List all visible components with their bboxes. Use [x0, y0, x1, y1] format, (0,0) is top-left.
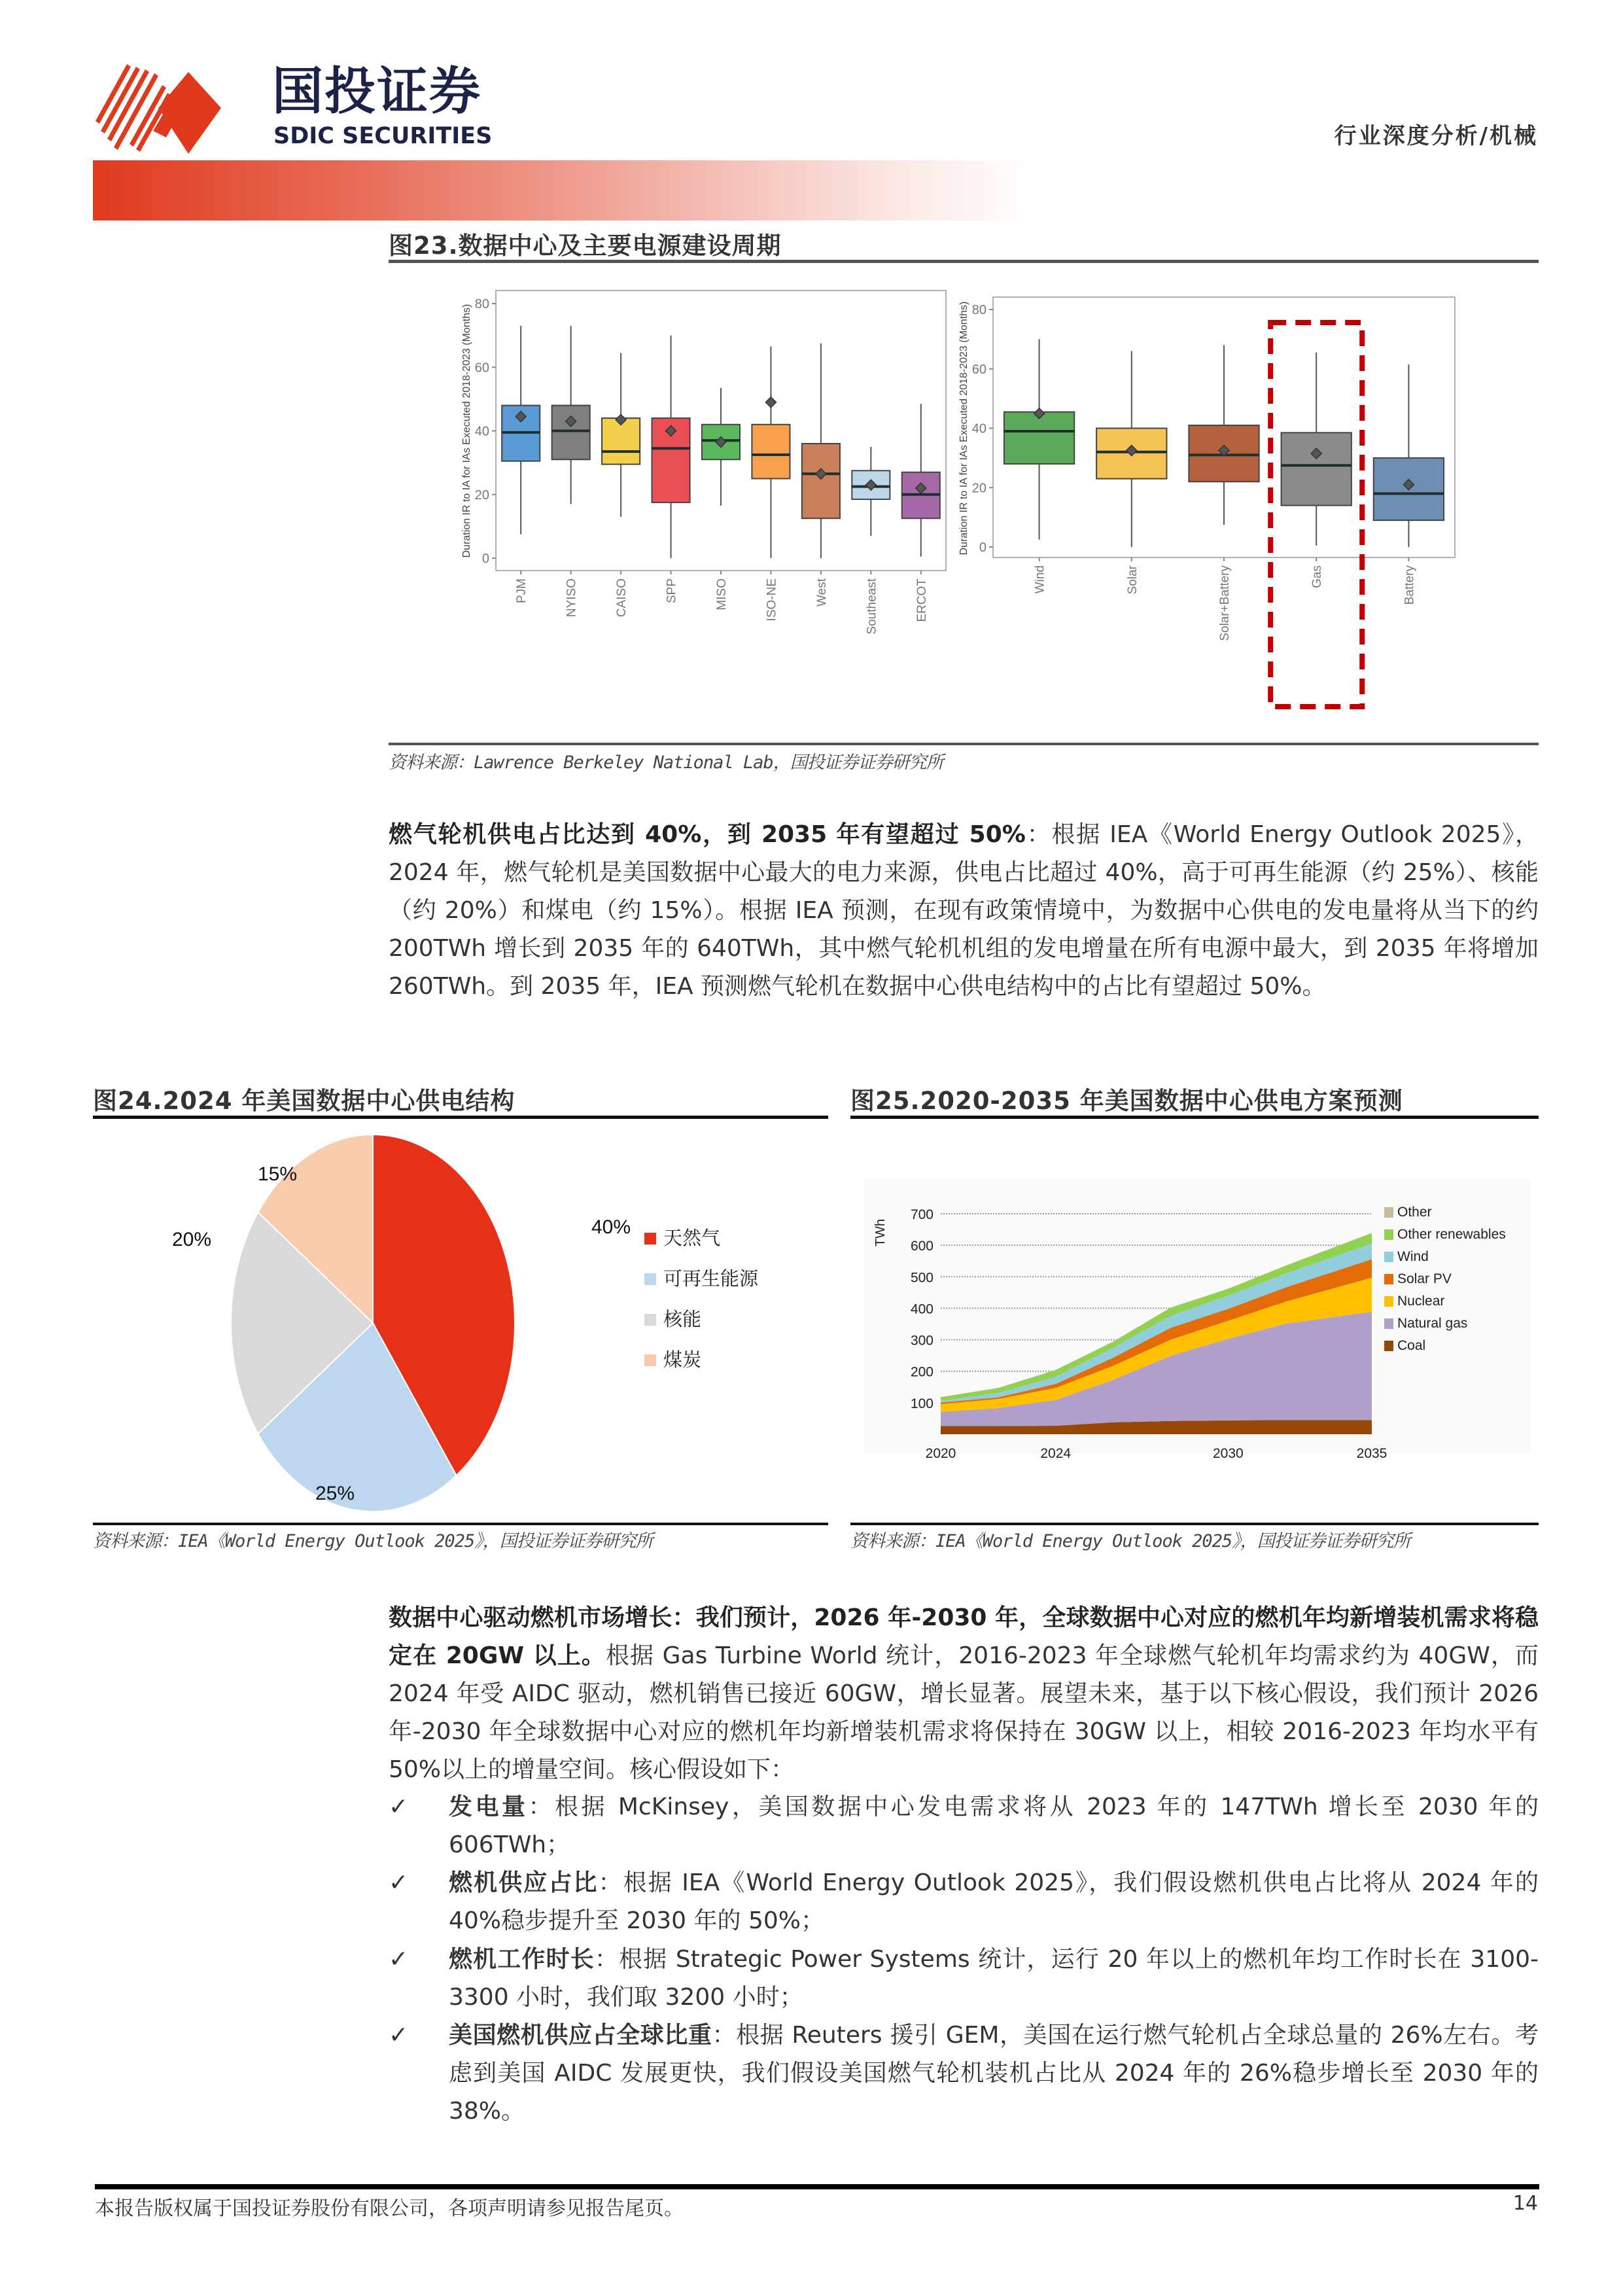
x-tick-label: CAISO	[615, 578, 629, 618]
figure25-bottom-rule	[850, 1523, 1539, 1525]
legend-label: 可再生能源	[663, 1269, 759, 1290]
paragraph-datacenter-turbine-demand	[389, 1599, 1539, 1789]
x-tick-label: Solar	[1125, 565, 1140, 595]
checkmark-icon: ✓	[389, 1793, 409, 1820]
bullet-body: ：根据 Strategic Power Systems 统计，运行 20 年以上的燃机年均工作时长在 3100-3300 小时，我们取 3200 小时；	[449, 1946, 1539, 2011]
y-tick-label: 200	[910, 1364, 934, 1380]
assumption-bullet	[389, 1864, 1539, 1940]
y-axis-label: Duration IR to IA for IAs Executed 2018-2023 (Months)	[461, 304, 472, 558]
legend-swatch	[1384, 1207, 1393, 1218]
pie-data-label: 15%	[257, 1163, 298, 1185]
x-tick-label: 2020	[925, 1446, 956, 1461]
pie-data-label: 25%	[315, 1483, 355, 1504]
y-tick-label: 20	[971, 481, 986, 496]
assumption-bullet	[389, 2017, 1539, 2130]
checkmark-icon: ✓	[389, 1869, 409, 1896]
box	[1282, 433, 1352, 505]
paragraph1-heading: 燃气轮机供电占比达到 40%，到 2035 年有望超过 50%	[389, 821, 1026, 848]
checkmark-icon: ✓	[389, 2022, 409, 2049]
bullet-body: ：根据 Reuters 援引 GEM，美国在运行燃气轮机占全球总量的 26%左右。考虑到美国 AIDC 发展更快，我们假设美国燃气轮机装机占比从 2024 年的 26%稳步增长至 2030 年的 38%。	[449, 2022, 1539, 2125]
legend-label: 核能	[663, 1309, 702, 1330]
paragraph2-body: 根据 Gas Turbine World 统计，2016-2023 年全球燃气轮机年均需求约为 40GW，而 2024 年受 AIDC 驱动，燃机销售已接近 60GW，增长显著。展望未来，基于以下核心假设，我们预计 2026 年-2030 年全球数据中心对应的燃机年均新增装机需求将保持在 30GW 以上，相较 2016-2023 年均水平有 50%以上的增量空间。核心假设如下：	[389, 1642, 1539, 1783]
legend-label: Coal	[1397, 1338, 1426, 1353]
figure23-source: 资料来源：Lawrence Berkeley National Lab，国投证券证券研究所	[389, 752, 943, 773]
legend-swatch	[644, 1273, 656, 1285]
bullet-heading: 燃机供应占比	[449, 1869, 599, 1896]
y-tick-label: 40	[474, 424, 489, 439]
assumption-bullet	[389, 1941, 1539, 2017]
y-tick-label: 500	[910, 1270, 934, 1286]
figure24-source: 资料来源：IEA《World Energy Outlook 2025》，国投证券证券研究所	[93, 1531, 653, 1551]
figure24-bottom-rule	[93, 1523, 828, 1525]
figure23-title: 图23.数据中心及主要电源建设周期	[389, 232, 782, 260]
x-tick-label: 2030	[1212, 1446, 1244, 1461]
x-tick-label: Solar+Battery	[1218, 565, 1232, 641]
bullet-heading: 发电量	[449, 1793, 529, 1820]
legend-label: Solar PV	[1397, 1271, 1452, 1286]
x-tick-label: Battery	[1403, 565, 1417, 605]
company-logo	[90, 59, 535, 157]
bullet-body: ：根据 IEA《World Energy Outlook 2025》，我们假设燃机供电占比将从 2024 年的 40%稳步提升至 2030 年的 50%；	[449, 1869, 1539, 1934]
paragraph-gas-turbine-share	[389, 816, 1539, 1006]
figure23-top-rule	[389, 260, 1539, 263]
bullet-heading: 美国燃机供应占全球比重	[449, 2022, 712, 2049]
legend-label: Natural gas	[1397, 1316, 1468, 1331]
y-tick-label: 600	[910, 1239, 934, 1254]
paragraph1-body: ：根据 IEA《World Energy Outlook 2025》，2024 年，燃气轮机是美国数据中心最大的电力来源，供电占比超过 40%，高于可再生能源（约 25%）、核能（约 20%）和煤电（约 15%）。根据 IEA 预测，在现有政策情境中，为数据中心供电的发电量将从当下的约 200TWh 增长到 2035 年的 640TWh，其中燃气轮机机组的发电增量在所有电源中最大，到 2035 年将增加 260TWh。到 2035 年，IEA 预测燃气轮机在数据中心供电结构中的占比有望超过 50%。	[389, 821, 1539, 1000]
legend-swatch	[1384, 1274, 1393, 1284]
figure25-title: 图25.2020-2035 年美国数据中心供电方案预测	[850, 1087, 1403, 1115]
y-tick-label: 80	[474, 297, 489, 311]
x-tick-label: PJM	[515, 578, 529, 603]
x-tick-label: 2024	[1040, 1446, 1072, 1461]
y-tick-label: 700	[910, 1207, 934, 1222]
legend-label: Other	[1397, 1205, 1432, 1220]
footer-disclaimer: 本报告版权属于国投证券股份有限公司，各项声明请参见报告尾页。	[95, 2197, 684, 2220]
legend-label: Nuclear	[1397, 1294, 1445, 1309]
logo-english-name: SDIC SECURITIES	[273, 123, 493, 149]
y-axis-label: TWh	[873, 1218, 888, 1247]
pie-data-label: 40%	[591, 1216, 631, 1238]
report-category: 行业深度分析/机械	[1334, 123, 1538, 149]
pie-chart-supply-structure	[93, 1120, 828, 1519]
legend-swatch	[644, 1354, 656, 1366]
legend-swatch	[1384, 1252, 1393, 1262]
y-tick-label: 100	[910, 1396, 934, 1411]
box	[752, 425, 790, 479]
legend-swatch	[1384, 1296, 1393, 1307]
legend-swatch	[1384, 1341, 1393, 1351]
figure25-source: 资料来源：IEA《World Energy Outlook 2025》，国投证券证券研究所	[850, 1531, 1410, 1551]
checkmark-icon: ✓	[389, 1946, 409, 1973]
x-tick-label: 2035	[1356, 1446, 1387, 1461]
legend-swatch	[1384, 1318, 1393, 1329]
figure25-top-rule	[850, 1116, 1539, 1119]
y-tick-label: 400	[910, 1301, 934, 1317]
legend-label: Wind	[1397, 1249, 1429, 1264]
y-tick-label: 0	[979, 540, 986, 555]
page-number: 14	[1512, 2192, 1538, 2215]
y-tick-label: 80	[971, 303, 986, 317]
logo-mark-icon	[90, 59, 221, 157]
paragraph2-heading: 数据中心驱动燃机市场增长：我们预计，2026 年-2030 年，全球数据中心对应的燃机年均新增装机需求将稳定在 20GW 以上。	[389, 1604, 1539, 1669]
figure24-top-rule	[93, 1116, 828, 1119]
legend-label: Other renewables	[1397, 1227, 1506, 1242]
area-chart-supply-forecast	[850, 1120, 1539, 1519]
logo-chinese-name: 国投证券	[272, 62, 482, 121]
y-axis-label: Duration IR to IA for IAs Executed 2018-2023 (Months)	[958, 301, 969, 556]
legend-label: 天然气	[663, 1228, 721, 1249]
x-tick-label: Gas	[1310, 565, 1325, 588]
legend-swatch	[644, 1314, 656, 1326]
pie-data-label: 20%	[171, 1229, 212, 1250]
assumption-bullet	[389, 1788, 1539, 1864]
figure23-bottom-rule	[389, 743, 1539, 745]
legend-label: 煤炭	[663, 1350, 702, 1371]
box	[802, 444, 840, 518]
y-tick-label: 0	[481, 552, 489, 566]
header-gradient-band	[93, 160, 1035, 221]
x-tick-label: NYISO	[565, 578, 579, 618]
figure24-title: 图24.2024 年美国数据中心供电结构	[93, 1087, 515, 1115]
bullet-heading: 燃机工作时长	[449, 1946, 595, 1973]
boxplot-by-technology	[955, 288, 1459, 733]
legend-swatch	[1384, 1229, 1393, 1240]
x-tick-label: SPP	[665, 578, 679, 604]
x-tick-label: Southeast	[865, 578, 879, 635]
legend-swatch	[644, 1233, 656, 1245]
x-tick-label: ISO-NE	[765, 578, 779, 622]
bullet-body: ：根据 McKinsey，美国数据中心发电需求将从 2023 年的 147TWh 增长至 2030 年的 606TWh；	[449, 1793, 1539, 1858]
box	[552, 406, 590, 460]
box	[1004, 412, 1074, 464]
y-tick-label: 300	[910, 1333, 934, 1349]
boxplot-by-region	[458, 288, 955, 733]
x-tick-label: ERCOT	[915, 578, 929, 622]
y-tick-label: 60	[971, 362, 986, 377]
x-tick-label: West	[814, 578, 829, 607]
x-tick-label: Wind	[1033, 565, 1047, 594]
y-tick-label: 60	[474, 361, 489, 376]
footer-rule	[95, 2184, 1539, 2189]
y-tick-label: 20	[474, 487, 489, 503]
y-tick-label: 40	[971, 421, 986, 436]
x-tick-label: MISO	[715, 578, 729, 610]
